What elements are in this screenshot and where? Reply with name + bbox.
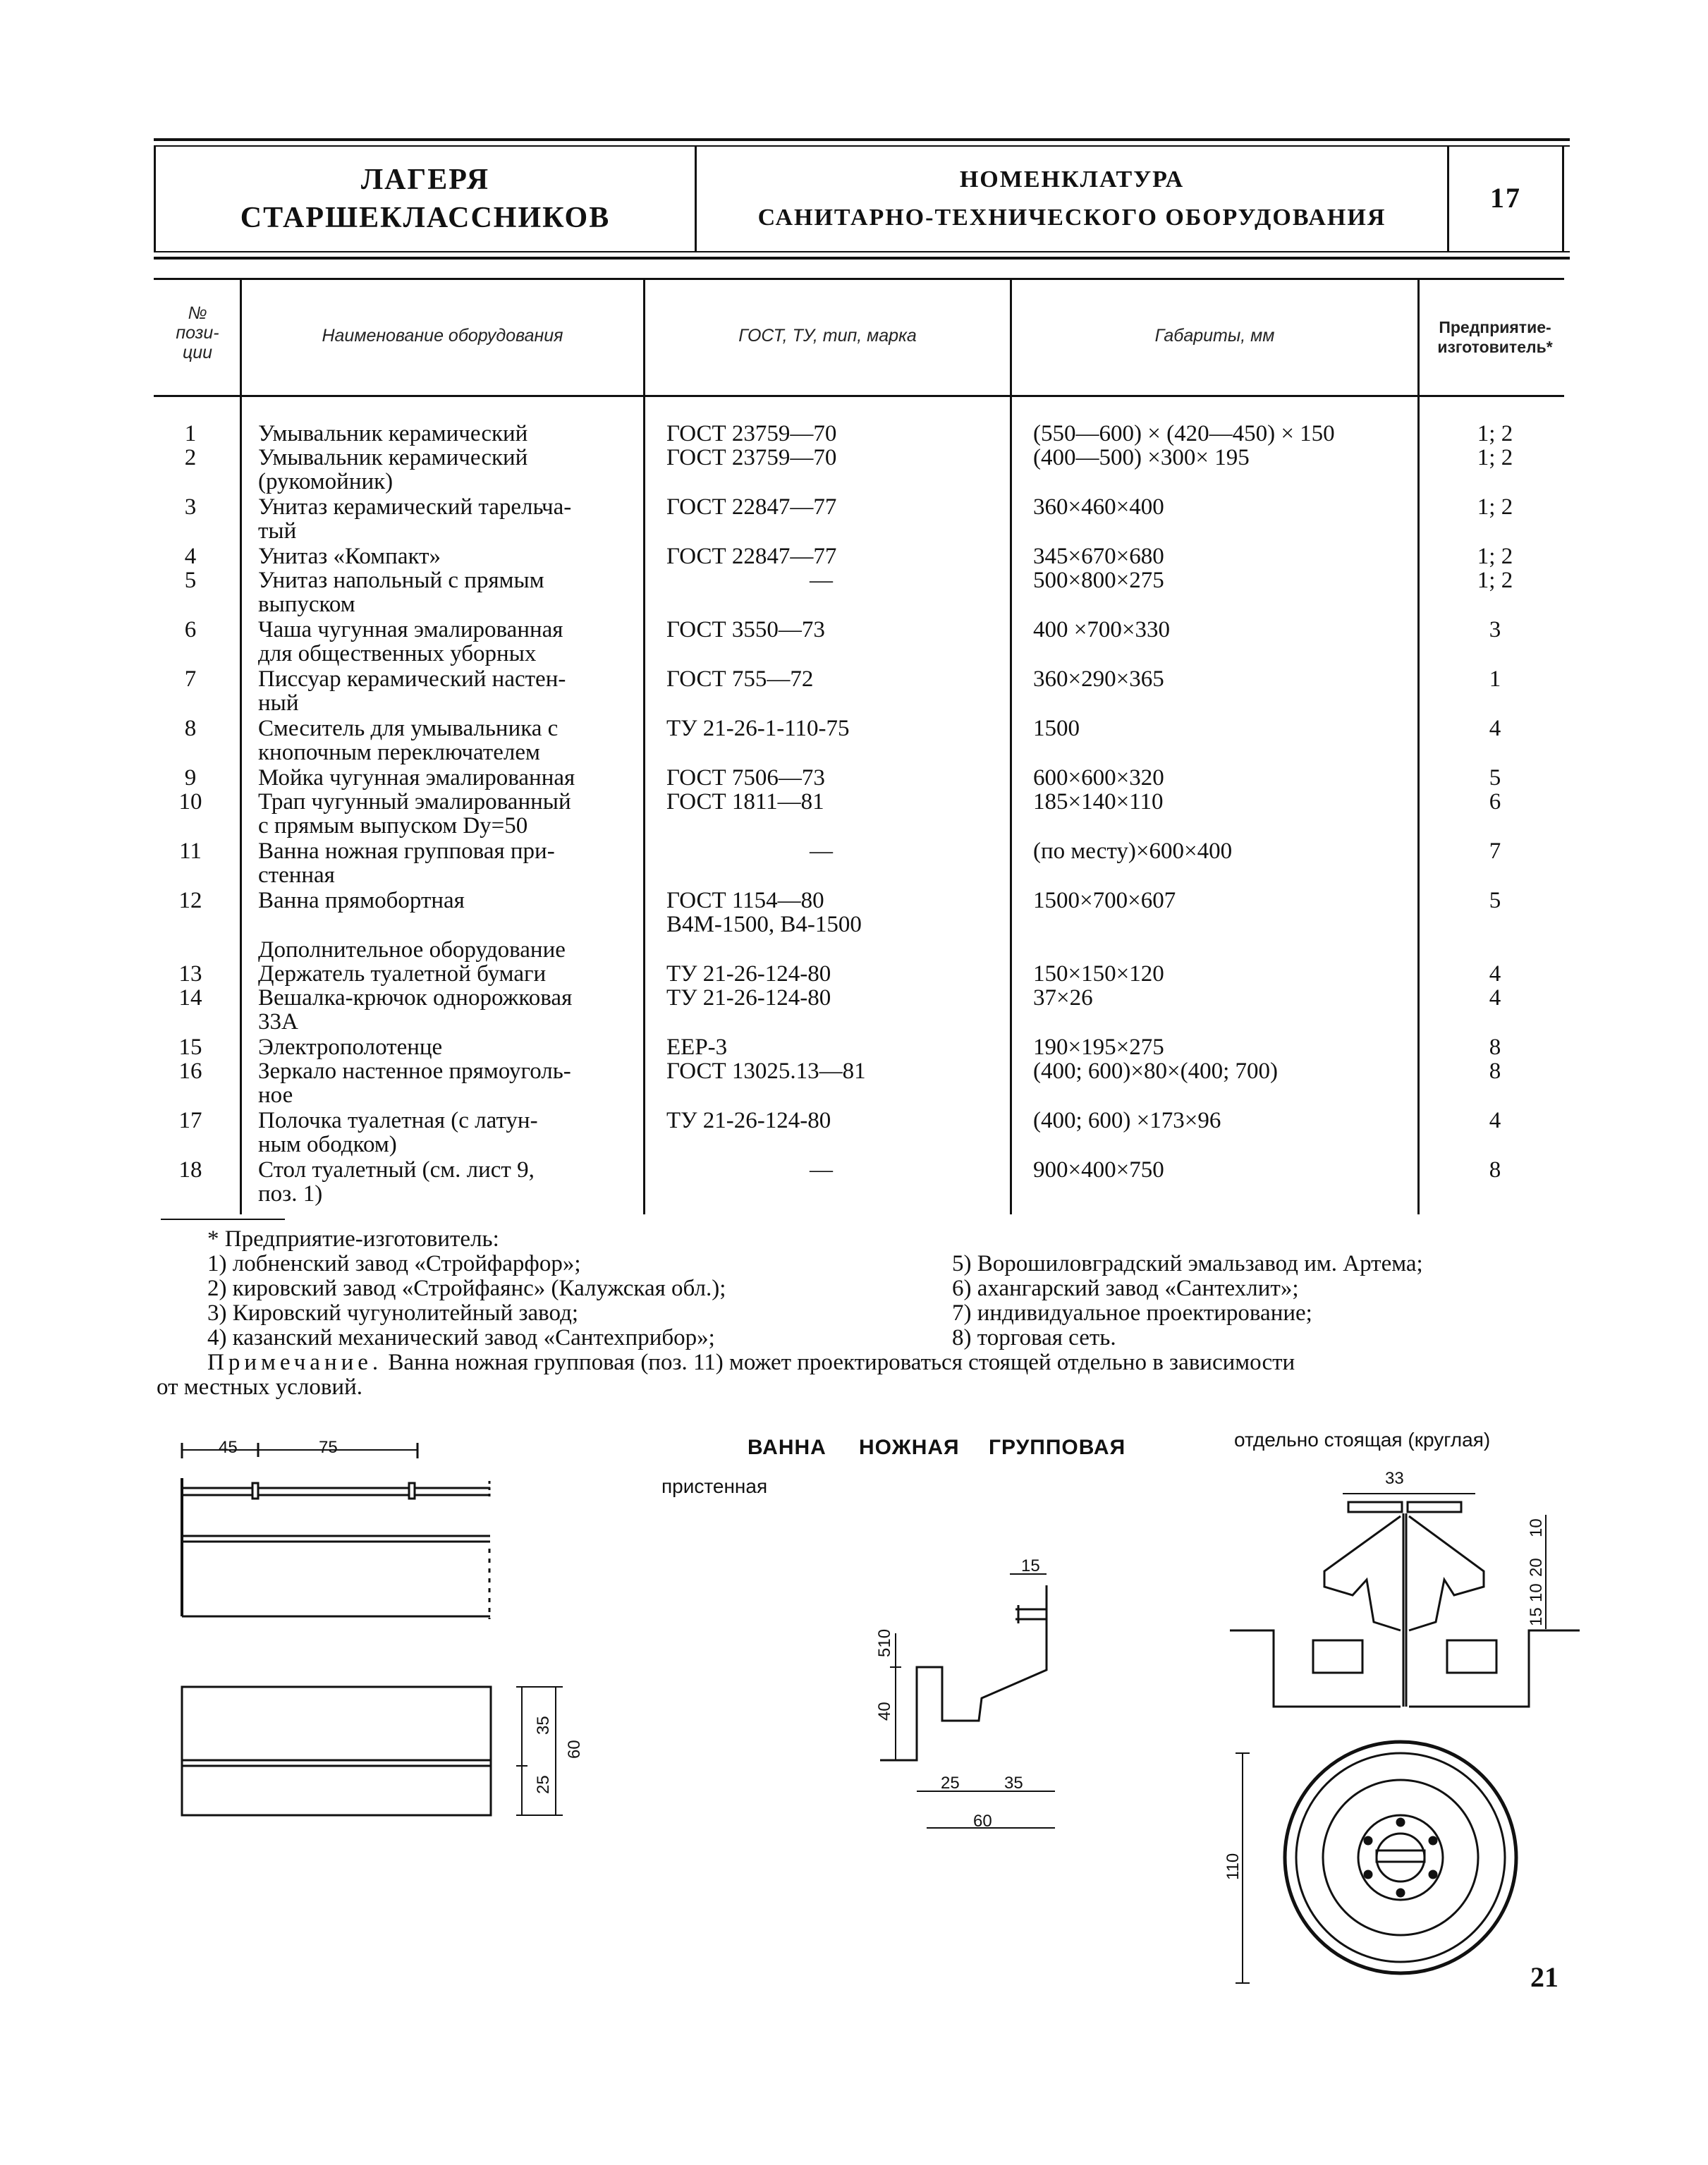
dim-round-110: 110 [1224,1853,1243,1880]
drawing-title-word-3: ГРУППОВАЯ [989,1436,1126,1459]
dim-round-33: 33 [1385,1469,1404,1488]
row-gost-line: ГОСТ 1811—81 [666,789,824,815]
dim-wall-40: 40 [875,1702,894,1721]
row-position: 5 [184,568,197,593]
row-dimensions: (400; 600)×80×(400; 700) [1033,1059,1279,1084]
row-name-line: Смеситель для умывальника с [258,716,559,741]
row-gost-line: — [810,1157,833,1183]
row-name-line: Унитаз напольный с прямым [258,568,544,593]
row-dimensions: (400; 600) ×173×96 [1033,1108,1221,1133]
row-dimensions: (по месту)×600×400 [1033,838,1233,864]
row-gost-line: — [810,838,833,864]
header-left-line2: СТАРШЕКЛАССНИКОВ [240,202,611,234]
row-position: 13 [178,961,202,987]
row-name-line: для общественных уборных [258,641,537,666]
footnote-left-4: 4) казанский механический завод «Сантехприбор»; [207,1325,715,1350]
row-manufacturer: 8 [1489,1035,1501,1060]
row-position: 15 [178,1035,202,1060]
row-manufacturer: 4 [1489,961,1501,987]
row-dimensions: 150×150×120 [1033,961,1164,987]
row-position: 6 [184,617,197,642]
dim-25: 25 [534,1775,553,1794]
row-dimensions: 185×140×110 [1033,789,1164,815]
bench-elevation-drawing [182,1687,563,1815]
row-manufacturer: 8 [1489,1059,1501,1084]
row-name-line: Писсуар керамический настен- [258,666,566,692]
row-position: 17 [178,1108,202,1133]
row-position: 11 [179,838,202,864]
row-manufacturer: 5 [1489,888,1501,913]
header-gost: ГОСТ, ТУ, тип, марка [738,326,917,346]
header-position-line1: № [188,303,207,323]
row-position: 7 [184,666,197,692]
bench-plan-drawing [182,1443,490,1619]
row-name-line: 33А [258,1009,298,1035]
dim-wall-510: 510 [875,1628,894,1657]
row-dimensions: 190×195×275 [1033,1035,1164,1060]
note-text: Ванна ножная групповая (поз. 11) может проектироваться стоящей отдельно в зависимости [388,1350,1295,1375]
dim-35: 35 [534,1716,553,1735]
footnote-right-7: 7) индивидуальное проектирование; [952,1300,1312,1326]
dim-round-10b: 10 [1527,1583,1546,1602]
row-name-line: поз. 1) [258,1181,323,1207]
row-position: 8 [184,716,197,741]
row-gost-line: ГОСТ 7506—73 [666,765,825,791]
row-name-line: тый [258,518,297,544]
note-line-2: от местных условий. [157,1374,363,1400]
row-manufacturer: 4 [1489,1108,1501,1133]
row-dimensions: 360×290×365 [1033,666,1164,692]
wall-tub-section-drawing [880,1574,1055,1828]
row-gost-line: ГОСТ 3550—73 [666,617,825,642]
row-name-line: Дополнительное оборудование [258,937,566,963]
row-gost-line: ГОСТ 755—72 [666,666,814,692]
row-name-line: Унитаз «Компакт» [258,544,441,569]
dim-round-15: 15 [1527,1607,1546,1626]
header-equipment-name: Наименование оборудования [322,326,563,346]
header-position-line2: пози- [176,323,219,343]
freestanding-variant-label: отдельно стоящая (круглая) [1234,1429,1491,1451]
row-manufacturer: 4 [1489,716,1501,741]
row-dimensions: 400 ×700×330 [1033,617,1170,642]
footnote-right-8: 8) торговая сеть. [952,1325,1116,1350]
header-manufacturer-line2: изготовитель* [1437,338,1553,356]
footnote-left-2: 2) кировский завод «Стройфаянс» (Калужская обл.); [207,1276,726,1301]
row-gost-line: ГОСТ 13025.13—81 [666,1059,866,1084]
row-dimensions: 1500 [1033,716,1080,741]
row-position: 4 [184,544,197,569]
row-name-line: ным ободком) [258,1132,397,1157]
row-position: 14 [178,985,202,1011]
header-manufacturer-line1: Предприятие- [1439,318,1551,336]
row-name-line: ный [258,690,299,716]
row-gost-line: ТУ 21-26-1-110-75 [666,716,850,741]
row-name-line: Унитаз керамический тарельча- [258,494,572,520]
row-position: 18 [178,1157,202,1183]
row-gost-line: ГОСТ 23759—70 [666,445,837,470]
row-position: 1 [184,421,197,446]
row-manufacturer: 1; 2 [1477,568,1513,593]
drawing-title-word-2: НОЖНАЯ [859,1436,960,1459]
row-dimensions: 360×460×400 [1033,494,1164,520]
row-dimensions: (550—600) × (420—450) × 150 [1033,421,1335,446]
footnote-title: * Предприятие-изготовитель: [207,1226,499,1252]
row-gost-line: В4М-1500, В4-1500 [666,912,862,937]
row-name-line: Вешалка-крючок однорожковая [258,985,573,1011]
row-gost-line: ТУ 21-26-124-80 [666,985,831,1011]
row-gost-line: ГОСТ 1154—80 [666,888,824,913]
row-dimensions: (400—500) ×300× 195 [1033,445,1250,470]
row-name-line: Ванна прямобортная [258,888,465,913]
row-gost-line: ЕЕР-3 [666,1035,728,1060]
row-position: 9 [184,765,197,791]
row-name-line: Электрополотенце [258,1035,443,1060]
dim-wall-60: 60 [973,1812,992,1831]
row-name-line: ное [258,1082,293,1108]
row-name-line: Ванна ножная групповая при- [258,838,555,864]
row-name-line: с прямым выпуском Dу=50 [258,813,528,838]
header-center-line1: НОМЕНКЛАТУРА [959,166,1185,193]
row-gost-line: ГОСТ 22847—77 [666,544,837,569]
row-name-line: Держатель туалетной бумаги [258,961,547,987]
footnote-right-5: 5) Ворошиловградский эмальзавод им. Артема; [952,1251,1423,1276]
dim-45: 45 [219,1438,238,1457]
dim-round-10a: 10 [1527,1518,1546,1537]
row-dimensions: 900×400×750 [1033,1157,1164,1183]
row-name-line: стенная [258,862,335,888]
row-manufacturer: 1; 2 [1477,421,1513,446]
row-dimensions: 345×670×680 [1033,544,1164,569]
dim-round-20: 20 [1527,1558,1546,1577]
row-manufacturer: 6 [1489,789,1501,815]
footnote-right-6: 6) ахангарский завод «Сантехлит»; [952,1276,1299,1301]
page-number: 21 [1530,1961,1558,1993]
row-manufacturer: 4 [1489,985,1501,1011]
drawing-title-word-1: ВАННА [748,1436,826,1459]
row-name-line: Трап чугунный эмалированный [258,789,571,815]
row-name-line: Стол туалетный (см. лист 9, [258,1157,535,1183]
row-position: 2 [184,445,197,470]
header-sheet-number: 17 [1490,182,1521,214]
wall-variant-label: пристенная [661,1475,768,1497]
row-dimensions: 600×600×320 [1033,765,1164,791]
row-dimensions: 500×800×275 [1033,568,1164,593]
round-tub-plan-drawing [1236,1742,1516,1983]
footnote-left-3: 3) Кировский чугунолитейный завод; [207,1300,579,1326]
row-dimensions: 1500×700×607 [1033,888,1176,913]
row-position: 10 [178,789,202,815]
row-name-line: Умывальник керамический [258,421,528,446]
dim-wall-35: 35 [1004,1774,1023,1793]
row-manufacturer: 8 [1489,1157,1501,1183]
row-name-line: кнопочным переключателем [258,740,540,765]
row-gost-line: ТУ 21-26-124-80 [666,961,831,987]
header-position-line3: ции [182,343,213,362]
row-gost-line: ТУ 21-26-124-80 [666,1108,831,1133]
dim-wall-15: 15 [1021,1556,1040,1575]
row-dimensions: 37×26 [1033,985,1093,1011]
dim-wall-25: 25 [941,1774,960,1793]
row-gost-line: ГОСТ 23759—70 [666,421,837,446]
row-position: 3 [184,494,197,520]
row-gost-line: — [810,568,833,593]
row-manufacturer: 3 [1489,617,1501,642]
row-gost-line: ГОСТ 22847—77 [666,494,837,520]
row-name-line: Полочка туалетная (с латун- [258,1108,538,1133]
row-position: 16 [178,1059,202,1084]
row-name-line: Зеркало настенное прямоуголь- [258,1059,571,1084]
row-name-line: (рукомойник) [258,469,394,494]
row-manufacturer: 1; 2 [1477,544,1513,569]
header-dimensions: Габариты, мм [1154,326,1275,346]
dim-60: 60 [565,1740,584,1759]
row-name-line: Мойка чугунная эмалированная [258,765,575,791]
header-left-line1: ЛАГЕРЯ [360,164,490,196]
row-manufacturer: 1 [1489,666,1501,692]
row-manufacturer: 1; 2 [1477,494,1513,520]
header-center-line2: САНИТАРНО-ТЕХНИЧЕСКОГО ОБОРУДОВАНИЯ [757,205,1386,231]
row-name-line: выпуском [258,592,355,617]
row-manufacturer: 5 [1489,765,1501,791]
dim-75: 75 [319,1438,338,1457]
row-manufacturer: 7 [1489,838,1501,864]
footnote-left-1: 1) лобненский завод «Стройфарфор»; [207,1251,581,1276]
note-label: Примечание. [207,1350,383,1375]
row-name-line: Умывальник керамический [258,445,528,470]
row-manufacturer: 1; 2 [1477,445,1513,470]
row-name-line: Чаша чугунная эмалированная [258,617,563,642]
row-position: 12 [178,888,202,913]
